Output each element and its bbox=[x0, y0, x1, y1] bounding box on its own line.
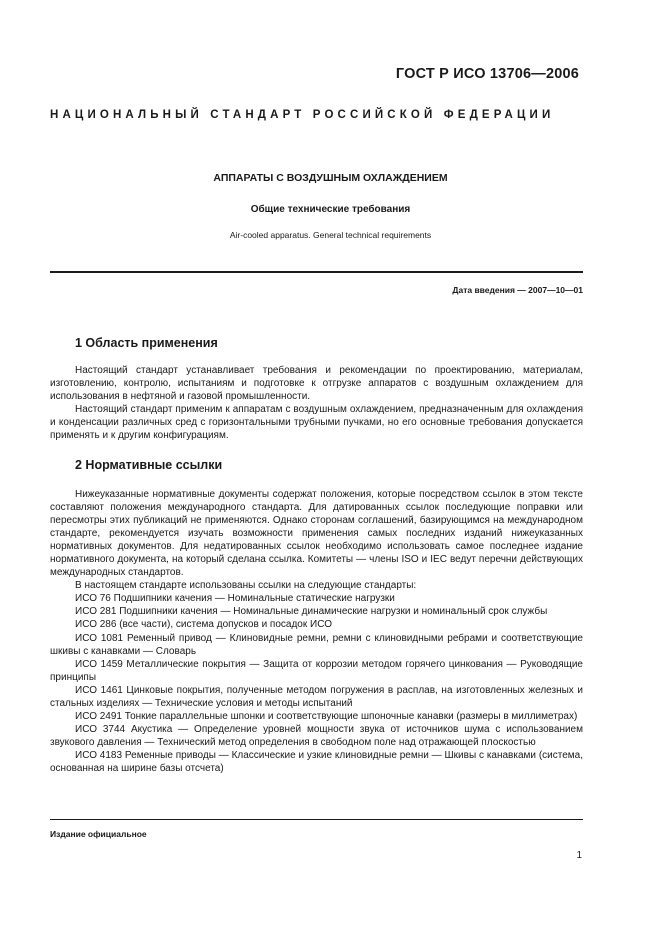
section-1-heading: 1 Область применения bbox=[75, 336, 218, 350]
footer-divider bbox=[50, 819, 583, 820]
paragraph: Настоящий стандарт применим к аппаратам с воздушным охлаждением, предназначенным для охлаждения и конденсации различных сред с горизонтальными трубными пучками, но его основные требования допускается применять и к другим конфигурациям. bbox=[50, 404, 583, 442]
page-number: 1 bbox=[576, 850, 582, 861]
reference-item: ИСО 1461 Цинковые покрытия, полученные методом погружения в расплав, на изготовленных железных и стальных изделиях — Технические условия и методы испытаний bbox=[50, 684, 583, 709]
document-title-english: Air-cooled apparatus. General technical requirements bbox=[229, 230, 432, 240]
reference-item: ИСО 2491 Тонкие параллельные шпонки и соответствующие шпоночные канавки (размеры в миллиметрах) bbox=[75, 710, 578, 722]
section-2-body bbox=[50, 488, 583, 775]
edition-label: Издание официальное bbox=[50, 829, 147, 839]
section-1-body bbox=[50, 364, 583, 442]
section-2-heading: 2 Нормативные ссылки bbox=[75, 458, 223, 472]
reference-item: ИСО 4183 Ременные приводы — Классические и узкие клиновидные ремни — Шкивы с канавками (система, основанная на ширине базы отсчета) bbox=[50, 749, 583, 774]
document-title: АППАРАТЫ С ВОЗДУШНЫМ ОХЛАЖДЕНИЕМ bbox=[213, 172, 448, 184]
introduction-date: Дата введения — 2007—10—01 bbox=[452, 285, 583, 295]
paragraph: Настоящий стандарт устанавливает требования и рекомендации по проектированию, материалам, изготовлению, контролю, испытаниям и подготовке к отгрузке аппаратов с воздушным охлаждением для использования в нефтяной и газовой промышленности. bbox=[50, 365, 583, 403]
paragraph: Нижеуказанные нормативные документы содержат положения, которые посредством ссылок в этом тексте составляют положения международного стандарта. Для датированных ссылок последующие поправки или пересмотры этих публикаций не применяются. Однако сторонам соглашений, базирующимся на международном стандарте, рекомендуется изучать возможности применения самых последних изданий нижеуказанных нормативных документов. Для недатированных ссылок необходимо использовать самое последнее издание нормативного документа, на который сделана ссылка. Комитеты — члены ISO и IEC ведут перечни действующих международных стандартов. bbox=[50, 489, 583, 579]
paragraph: В настоящем стандарте использованы ссылки на следующие стандарты: bbox=[75, 580, 417, 592]
reference-item: ИСО 3744 Акустика — Определение уровней мощности звука от источников шума с использованием звукового давления — Технический метод определения в свободном поле над отражающей плоскостью bbox=[50, 723, 583, 748]
reference-item: ИСО 1081 Ременный привод — Клиновидные ремни, ремни с клиновидными ребрами и соответствующие шкивы с канавками — Словарь bbox=[50, 632, 583, 657]
reference-item: ИСО 76 Подшипники качения — Номинальные статические нагрузки bbox=[75, 593, 395, 605]
document-subtitle: Общие технические требования bbox=[250, 204, 411, 215]
reference-item: ИСО 1459 Металлические покрытия — Защита от коррозии методом горячего цинкования — Руководящие принципы bbox=[50, 658, 583, 683]
reference-item: ИСО 281 Подшипники качения — Номинальные динамические нагрузки и номинальный срок службы bbox=[75, 606, 548, 618]
header-divider bbox=[50, 271, 583, 273]
national-standard-banner: НАЦИОНАЛЬНЫЙ СТАНДАРТ РОССИЙСКОЙ ФЕДЕРАЦИИ bbox=[50, 109, 555, 121]
document-code: ГОСТ Р ИСО 13706—2006 bbox=[395, 66, 579, 82]
reference-item: ИСО 286 (все части), система допусков и посадок ИСО bbox=[75, 619, 332, 631]
